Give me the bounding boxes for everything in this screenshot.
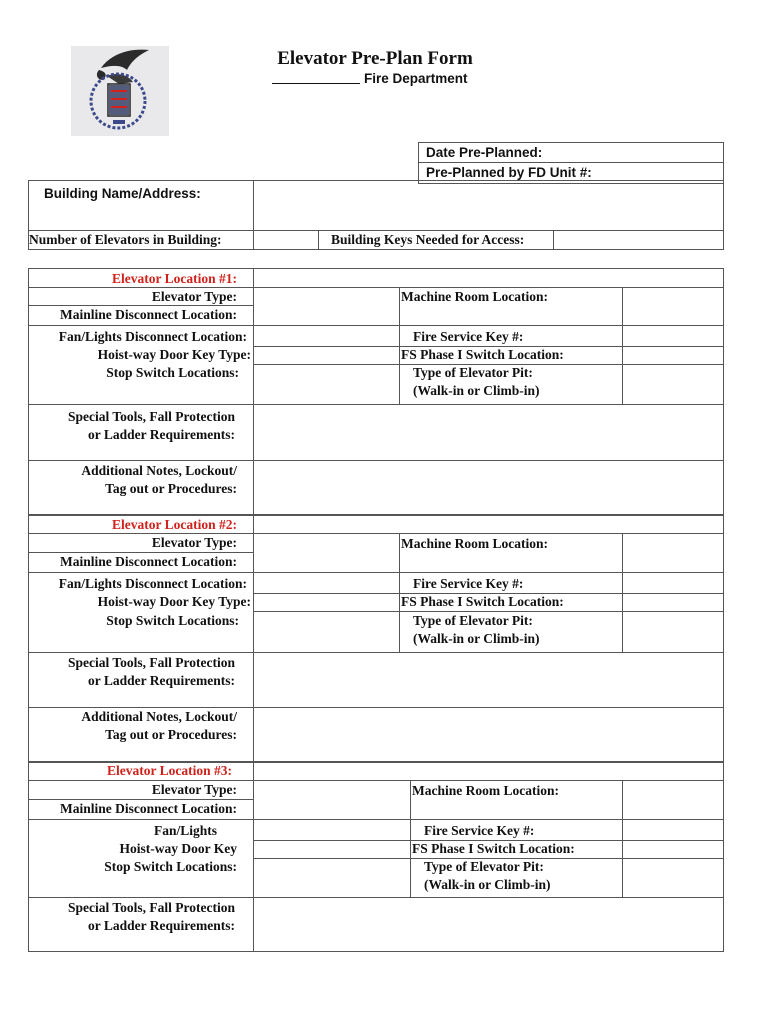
additional-notes-label-2: Tag out or Procedures:: [105, 727, 237, 742]
elevator-type-field[interactable]: [254, 534, 398, 572]
additional-notes-label-2: Tag out or Procedures:: [105, 481, 237, 496]
elevator-count-field[interactable]: [254, 231, 318, 249]
unit-label: Pre-Planned by FD Unit #:: [426, 165, 592, 180]
mainline-disconnect-label: Mainline Disconnect Location:: [60, 307, 237, 322]
elevator-type-field[interactable]: [254, 288, 398, 325]
hoist-way-key-label: Hoist-way Door Key Type:: [97, 347, 251, 362]
fan-lights-label: Fan/Lights: [153, 823, 217, 838]
special-tools-field[interactable]: [254, 898, 723, 951]
divider: [28, 572, 724, 573]
stop-switch-label: Stop Switch Locations:: [106, 365, 239, 380]
department-blank[interactable]: [272, 71, 360, 84]
department-suffix: Fire Department: [364, 71, 468, 86]
fs-phase-switch-label: FS Phase I Switch Location:: [412, 841, 575, 856]
elevator-type-label: Elevator Type:: [151, 289, 237, 304]
department-logo: [71, 46, 169, 136]
divider: [28, 819, 724, 820]
additional-notes-label-1: Additional Notes, Lockout/: [81, 463, 237, 478]
fire-service-key-label: Fire Service Key #:: [424, 823, 535, 838]
building-name-label: Building Name/Address:: [44, 186, 201, 201]
machine-room-field[interactable]: [623, 781, 723, 819]
elevator-type-field[interactable]: [254, 781, 409, 819]
special-tools-label-1: Special Tools, Fall Protection: [67, 409, 235, 424]
pit-type-sub-label: (Walk-in or Climb-in): [424, 877, 551, 892]
building-name-field[interactable]: [254, 181, 723, 229]
location-label: Elevator Location #1:: [112, 271, 237, 286]
divider: [28, 325, 724, 326]
divider: [410, 780, 411, 897]
elevator-type-label: Elevator Type:: [151, 535, 237, 550]
machine-room-label: Machine Room Location:: [412, 783, 559, 798]
hoist-way-key-label: Hoist-way Door Key: [119, 841, 237, 856]
fan-lights-label: Fan/Lights Disconnect Location:: [58, 329, 247, 344]
stop-switch-label: Stop Switch Locations:: [106, 613, 239, 628]
fs-phase-switch-label: FS Phase I Switch Location:: [401, 594, 564, 609]
machine-room-label: Machine Room Location:: [401, 536, 548, 551]
date-preplanned-label: Date Pre-Planned:: [426, 145, 543, 160]
stop-switch-label: Stop Switch Locations:: [104, 859, 237, 874]
location-label: Elevator Location #2:: [112, 517, 237, 532]
additional-notes-field[interactable]: [254, 461, 723, 514]
special-tools-label-2: or Ladder Requirements:: [88, 673, 235, 688]
fire-service-key-label: Fire Service Key #:: [413, 576, 524, 591]
department-line: [272, 71, 468, 87]
divider: [418, 162, 724, 163]
keys-needed-label: Building Keys Needed for Access:: [331, 232, 525, 247]
special-tools-label-2: or Ladder Requirements:: [88, 427, 235, 442]
pit-type-label: Type of Elevator Pit:: [424, 859, 544, 874]
eagle-shield-icon: [71, 46, 169, 136]
fs-phase-switch-label: FS Phase I Switch Location:: [401, 347, 564, 362]
special-tools-label-1: Special Tools, Fall Protection: [67, 655, 235, 670]
additional-notes-field[interactable]: [254, 708, 723, 761]
machine-room-field[interactable]: [623, 288, 723, 325]
location-label: Elevator Location #3:: [107, 763, 232, 778]
elevator-count-label: Number of Elevators in Building:: [29, 232, 222, 247]
pit-type-label: Type of Elevator Pit:: [413, 365, 533, 380]
fan-lights-label: Fan/Lights Disconnect Location:: [58, 576, 247, 591]
hoist-way-key-label: Hoist-way Door Key Type:: [97, 594, 251, 609]
pit-type-sub-label: (Walk-in or Climb-in): [413, 383, 540, 398]
special-tools-label-1: Special Tools, Fall Protection: [67, 900, 235, 915]
divider: [318, 230, 319, 250]
special-tools-field[interactable]: [254, 653, 723, 707]
divider: [399, 287, 400, 404]
mainline-disconnect-label: Mainline Disconnect Location:: [60, 801, 237, 816]
machine-room-label: Machine Room Location:: [401, 289, 548, 304]
pit-type-sub-label: (Walk-in or Climb-in): [413, 631, 540, 646]
fire-service-key-label: Fire Service Key #:: [413, 329, 524, 344]
divider: [399, 533, 400, 652]
form-title: Elevator Pre-Plan Form: [277, 48, 473, 69]
keys-needed-field[interactable]: [554, 231, 722, 249]
elevator-type-label: Elevator Type:: [151, 782, 237, 797]
pit-type-label: Type of Elevator Pit:: [413, 613, 533, 628]
mainline-disconnect-label: Mainline Disconnect Location:: [60, 554, 237, 569]
special-tools-field[interactable]: [254, 405, 723, 460]
machine-room-field[interactable]: [623, 534, 723, 572]
additional-notes-label-1: Additional Notes, Lockout/: [81, 709, 237, 724]
special-tools-label-2: or Ladder Requirements:: [88, 918, 235, 933]
